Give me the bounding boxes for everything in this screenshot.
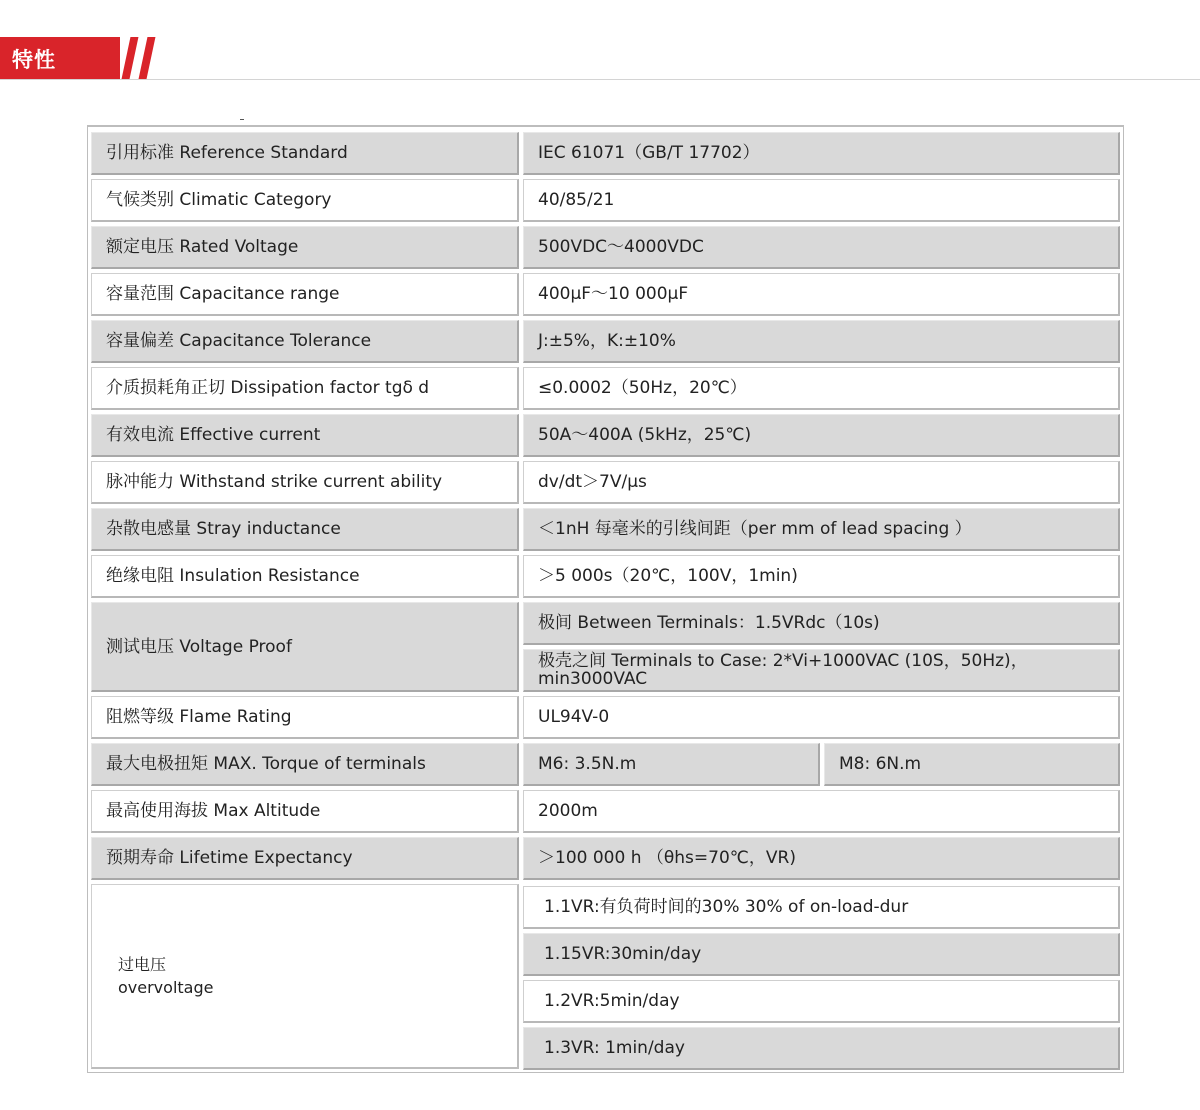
decorative-dash — [240, 119, 244, 120]
spec-label: 有效电流 Effective current — [91, 414, 519, 457]
header-slash-decoration — [139, 37, 156, 79]
torque-m8-value: M8: 6N.m — [824, 743, 1120, 786]
voltage-proof-label: 测试电压 Voltage Proof — [91, 602, 519, 692]
spec-value: 40/85/21 — [523, 179, 1120, 222]
overvoltage-item: 1.2VR:5min/day — [523, 980, 1120, 1023]
voltage-proof-between-terminals: 极间 Between Terminals：1.5VRdc（10s) — [523, 602, 1120, 645]
spec-label: 介质损耗角正切 Dissipation factor tgδ d — [91, 367, 519, 410]
spec-value: ＞5 000s（20℃，100V，1min) — [523, 555, 1120, 598]
spec-label: 额定电压 Rated Voltage — [91, 226, 519, 269]
spec-label: 绝缘电阻 Insulation Resistance — [91, 555, 519, 598]
header-slash-decoration — [122, 37, 139, 79]
overvoltage-item: 1.1VR:有负荷时间的30% 30% of on-load-dur — [523, 886, 1120, 929]
section-header — [0, 37, 157, 79]
altitude-value: 2000m — [523, 790, 1120, 833]
specifications-table — [87, 125, 1124, 1073]
overvoltage-label — [91, 884, 519, 1069]
overvoltage-label-text — [106, 953, 213, 999]
overvoltage-item: 1.3VR: 1min/day — [523, 1027, 1120, 1070]
torque-label: 最大电极扭矩 MAX. Torque of terminals — [91, 743, 519, 786]
spec-value: 400μF～10 000μF — [523, 273, 1120, 316]
overvoltage-label-cn: 过电压 — [118, 955, 167, 974]
overvoltage-item: 1.15VR:30min/day — [523, 933, 1120, 976]
voltage-proof-terminals-to-case: 极壳之间 Terminals to Case: 2*Vi+1000VAC (10S，50Hz)，min3000VAC — [523, 649, 1120, 692]
flame-rating-label: 阻燃等级 Flame Rating — [91, 696, 519, 739]
spec-value: 50A～400A (5kHz，25℃) — [523, 414, 1120, 457]
torque-m6-value: M6: 3.5N.m — [523, 743, 820, 786]
spec-label: 容量偏差 Capacitance Tolerance — [91, 320, 519, 363]
spec-label: 脉冲能力 Withstand strike current ability — [91, 461, 519, 504]
spec-label: 引用标准 Reference Standard — [91, 132, 519, 175]
spec-label: 容量范围 Capacitance range — [91, 273, 519, 316]
spec-value: 500VDC～4000VDC — [523, 226, 1120, 269]
spec-label: 气候类别 Climatic Category — [91, 179, 519, 222]
altitude-label: 最高使用海拔 Max Altitude — [91, 790, 519, 833]
header-divider — [0, 79, 1200, 80]
lifetime-value: ＞100 000 h （θhs=70℃，VR) — [523, 837, 1120, 880]
overvoltage-label-en: overvoltage — [118, 978, 214, 997]
spec-value: J:±5%，K:±10% — [523, 320, 1120, 363]
section-title: 特性 — [12, 48, 56, 72]
spec-value: ＜1nH 每毫米的引线间距（per mm of lead spacing ） — [523, 508, 1120, 551]
spec-value: dv/dt＞7V/μs — [523, 461, 1120, 504]
spec-label: 杂散电感量 Stray inductance — [91, 508, 519, 551]
lifetime-label: 预期寿命 Lifetime Expectancy — [91, 837, 519, 880]
flame-rating-value: UL94V-0 — [523, 696, 1120, 739]
spec-value: IEC 61071（GB/T 17702） — [523, 132, 1120, 175]
spec-value: ≤0.0002（50Hz，20℃） — [523, 367, 1120, 410]
